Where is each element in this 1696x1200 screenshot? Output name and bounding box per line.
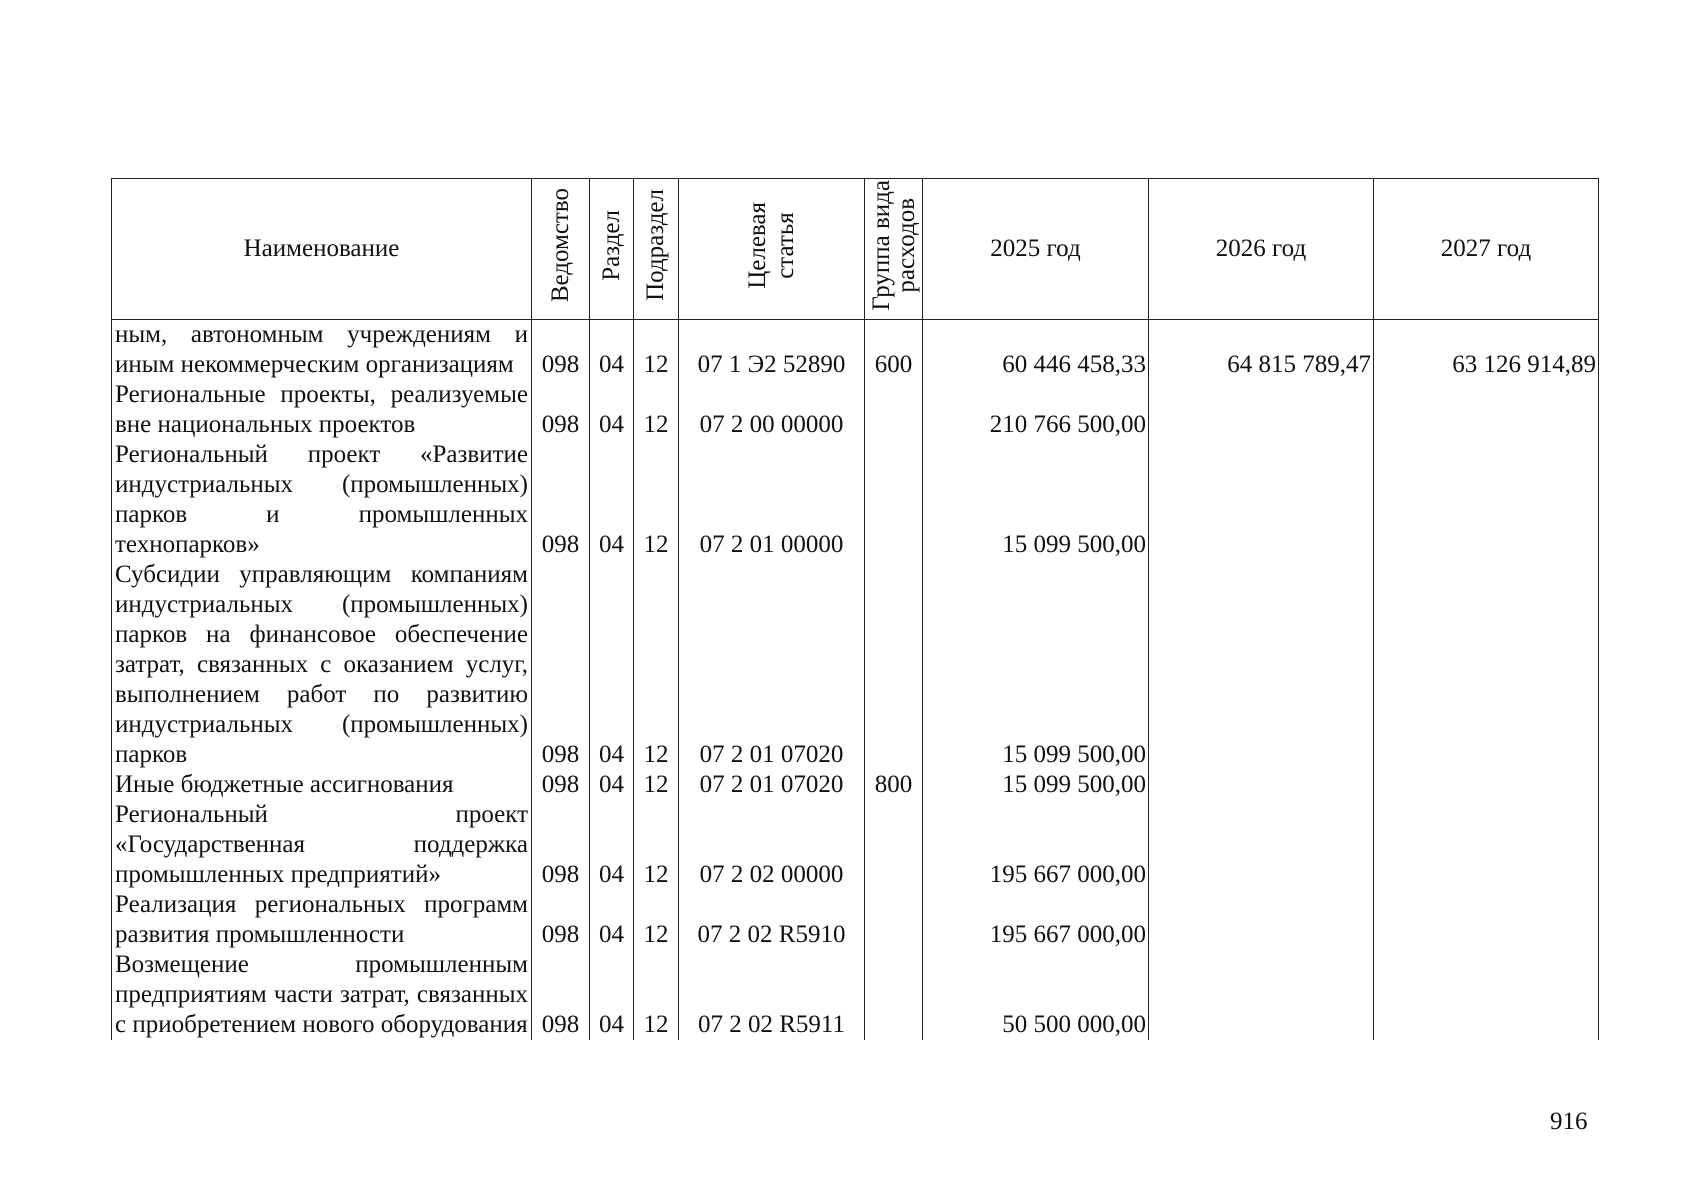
row-amount-2026 [1149, 890, 1374, 950]
row-amount-2026 [1149, 380, 1374, 440]
row-razdel: 04 [590, 800, 634, 890]
row-podrazdel: 12 [634, 950, 679, 1040]
row-gruppa [865, 950, 923, 1040]
row-amount-2025: 195 667 000,00 [923, 890, 1149, 950]
row-podrazdel: 12 [634, 770, 679, 800]
row-name: Субсидии управляющим компаниям индустриальных (промышленных) парков на финансовое обеспечение затрат, связанных с оказанием услуг, выполнением работ по развитию индустриальных (промышленных) парков [112, 560, 532, 770]
row-amount-2027 [1374, 380, 1599, 440]
row-amount-2025: 50 500 000,00 [923, 950, 1149, 1040]
row-celevaya-statya: 07 2 01 07020 [679, 560, 865, 770]
row-name: Возмещение промышленным предприятиям части затрат, связанных с приобретением нового оборудования [112, 950, 532, 1040]
table-row [112, 320, 1599, 381]
row-razdel: 04 [590, 890, 634, 950]
row-celevaya-statya: 07 2 02 R5910 [679, 890, 865, 950]
row-vedomstvo: 098 [532, 560, 590, 770]
header-vedomstvo: Ведомство [532, 179, 590, 320]
row-amount-2027 [1374, 440, 1599, 560]
row-amount-2025: 15 099 500,00 [923, 770, 1149, 800]
row-amount-2025: 60 446 458,33 [923, 320, 1149, 381]
row-amount-2027 [1374, 800, 1599, 890]
row-name: Региональные проекты, реализуемые вне национальных проектов [112, 380, 532, 440]
row-celevaya-statya: 07 2 02 00000 [679, 800, 865, 890]
row-amount-2026 [1149, 950, 1374, 1040]
table-row [112, 800, 1599, 890]
row-name: ным, автономным учреждениям и иным некоммерческим организациям [112, 320, 532, 381]
row-amount-2027 [1374, 890, 1599, 950]
row-celevaya-statya: 07 2 02 R5911 [679, 950, 865, 1040]
row-vedomstvo: 098 [532, 890, 590, 950]
table-body [112, 320, 1599, 1041]
row-vedomstvo: 098 [532, 320, 590, 381]
header-2026: 2026 год [1149, 179, 1374, 320]
row-razdel: 04 [590, 770, 634, 800]
row-vedomstvo: 098 [532, 770, 590, 800]
row-razdel: 04 [590, 380, 634, 440]
row-razdel: 04 [590, 320, 634, 381]
row-podrazdel: 12 [634, 890, 679, 950]
table-row [112, 950, 1599, 1040]
row-razdel: 04 [590, 440, 634, 560]
row-podrazdel: 12 [634, 320, 679, 381]
header-2025: 2025 год [923, 179, 1149, 320]
header-celevaya-statya: Целевая статья [679, 179, 865, 320]
row-amount-2025: 210 766 500,00 [923, 380, 1149, 440]
table-row [112, 380, 1599, 440]
row-celevaya-statya: 07 2 00 00000 [679, 380, 865, 440]
row-amount-2026 [1149, 800, 1374, 890]
row-vedomstvo: 098 [532, 800, 590, 890]
row-name: Региональный проект «Развитие индустриальных (промышленных) парков и промышленных технопарков» [112, 440, 532, 560]
table-row [112, 560, 1599, 770]
row-amount-2027 [1374, 560, 1599, 770]
row-celevaya-statya: 07 2 01 00000 [679, 440, 865, 560]
header-gruppa-vida-rashodov: Группа вида расходов [865, 179, 923, 320]
table-header [112, 179, 1599, 320]
row-amount-2026: 64 815 789,47 [1149, 320, 1374, 381]
table-row [112, 890, 1599, 950]
header-razdel: Раздел [590, 179, 634, 320]
header-podrazdel: Подраздел [634, 179, 679, 320]
row-celevaya-statya: 07 1 Э2 52890 [679, 320, 865, 381]
row-amount-2025: 15 099 500,00 [923, 440, 1149, 560]
header-2027: 2027 год [1374, 179, 1599, 320]
table-row [112, 770, 1599, 800]
row-vedomstvo: 098 [532, 380, 590, 440]
page-number: 916 [1550, 1108, 1588, 1135]
row-podrazdel: 12 [634, 440, 679, 560]
row-razdel: 04 [590, 950, 634, 1040]
row-amount-2025: 195 667 000,00 [923, 800, 1149, 890]
row-amount-2027 [1374, 770, 1599, 800]
row-vedomstvo: 098 [532, 950, 590, 1040]
row-name: Региональный проект «Государственная поддержка промышленных предприятий» [112, 800, 532, 890]
row-celevaya-statya: 07 2 01 07020 [679, 770, 865, 800]
row-name: Реализация региональных программ развития промышленности [112, 890, 532, 950]
row-vedomstvo: 098 [532, 440, 590, 560]
row-gruppa [865, 440, 923, 560]
row-amount-2026 [1149, 560, 1374, 770]
row-gruppa: 600 [865, 320, 923, 381]
row-amount-2026 [1149, 440, 1374, 560]
row-podrazdel: 12 [634, 560, 679, 770]
row-gruppa [865, 890, 923, 950]
row-gruppa [865, 560, 923, 770]
row-amount-2027: 63 126 914,89 [1374, 320, 1599, 381]
row-amount-2027 [1374, 950, 1599, 1040]
row-gruppa [865, 800, 923, 890]
row-amount-2025: 15 099 500,00 [923, 560, 1149, 770]
budget-table [111, 178, 1599, 1040]
table-row [112, 440, 1599, 560]
row-podrazdel: 12 [634, 800, 679, 890]
row-amount-2026 [1149, 770, 1374, 800]
row-razdel: 04 [590, 560, 634, 770]
row-gruppa: 800 [865, 770, 923, 800]
row-podrazdel: 12 [634, 380, 679, 440]
header-name: Наименование [112, 179, 532, 320]
row-gruppa [865, 380, 923, 440]
row-name: Иные бюджетные ассигнования [112, 770, 532, 800]
